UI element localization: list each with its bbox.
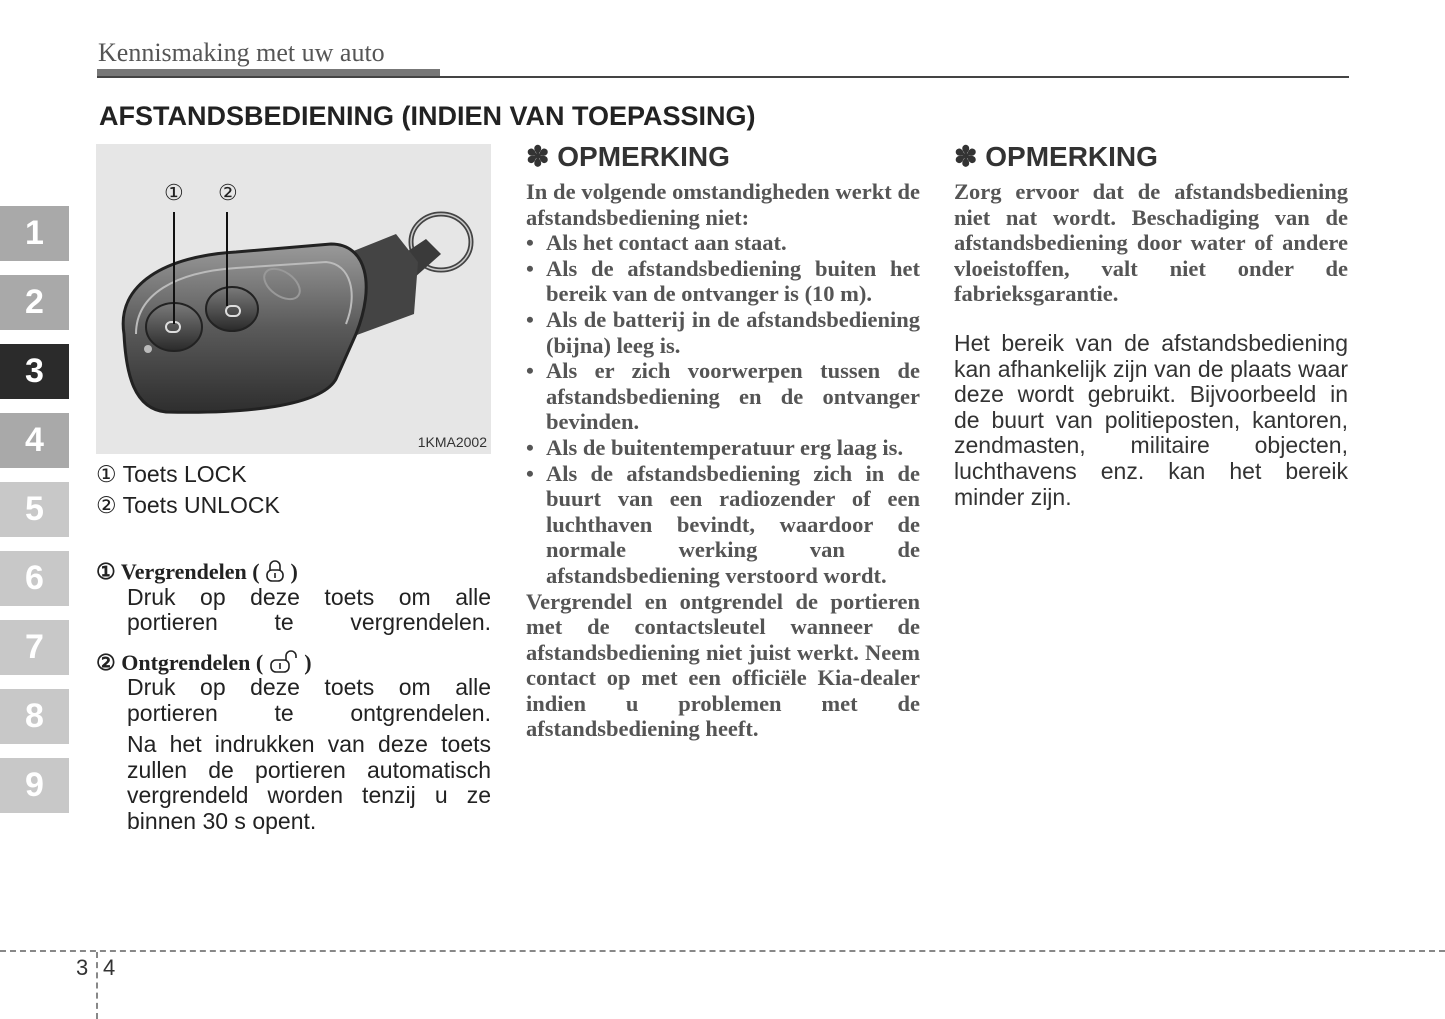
bullet-text: Als de buitentemperatuur erg laag is. <box>546 434 904 460</box>
chapter-tab-6[interactable]: 6 <box>0 551 69 606</box>
chapter-tab-5[interactable]: 5 <box>0 482 69 537</box>
lock-icon <box>265 560 285 582</box>
key-fob-illustration <box>96 144 491 454</box>
list-item: • Als er zich voorwerpen tussen de afstandsbediening en de ontvanger bevinden. <box>526 358 920 435</box>
chapter-tab-1[interactable]: 1 <box>0 206 69 261</box>
note-1-bullets <box>526 230 920 588</box>
column-1-text <box>96 462 491 834</box>
footer-rule <box>0 950 1445 952</box>
item-unlock-extra: Na het indrukken van deze toets zullen de portieren automatisch vergrendeld worden tenzij u ze binnen 30 s opent. <box>127 731 491 834</box>
chapter-tab-2[interactable]: 2 <box>0 275 69 330</box>
bullet-text: Als de batterij in de afstandsbediening (bijna) leeg is. <box>546 306 920 358</box>
legend-unlock: ② Toets UNLOCK <box>96 491 280 518</box>
page-number-chapter: 3 <box>76 955 89 980</box>
callout-2: ② <box>218 180 238 205</box>
chapter-tab-4[interactable]: 4 <box>0 413 69 468</box>
note-2 <box>954 140 1348 510</box>
legend-lock: ① Toets LOCK <box>96 461 247 487</box>
note-2-title: ✽ OPMERKING <box>954 141 1158 172</box>
note-1-closing: Vergrendel en ontgrendel de portieren met de contactsleutel wanneer de afstandsbediening niet juist werkt. Neem contact op met een officiële Kia-dealer indien u problemen met de afstandsbediening heeft. <box>526 588 920 742</box>
item-unlock-number: ② <box>96 649 116 675</box>
note-2-text: Zorg ervoor dat de afstandsbediening niet nat wordt. Beschadiging van de afstandsbediening door water of andere vloeistoffen, valt niet onder de fabrieksgarantie. <box>954 179 1348 307</box>
unlock-icon <box>269 650 299 674</box>
note-1-intro: In de volgende omstandigheden werkt de afstandsbediening niet: <box>526 179 920 230</box>
item-lock-heading: Vergrendelen ( <box>120 559 260 584</box>
chapter-tabs <box>0 206 69 827</box>
item-unlock <box>96 650 491 835</box>
item-lock <box>96 559 491 636</box>
list-item: • Als de afstandsbediening buiten het bereik van de ontvanger is (10 m). <box>526 255 920 307</box>
header-rule <box>97 76 1349 78</box>
item-unlock-heading-end: ) <box>304 649 312 675</box>
list-item: • Als de buitentemperatuur erg laag is. <box>526 435 920 461</box>
list-item: • Als het contact aan staat. <box>526 230 920 256</box>
page-number: 4 <box>103 955 116 980</box>
item-lock-text: Druk op deze toets om alle portieren te vergrendelen. <box>127 583 491 635</box>
section-title: AFSTANDSBEDIENING (INDIEN VAN TOEPASSING) <box>99 101 756 131</box>
note-1 <box>526 140 920 742</box>
body-text: Het bereik van de afstandsbediening kan afhankelijk zijn van de plaats waar deze wordt gebruikt. Bijvoorbeeld in de buurt van politieposten, kantoren, zendmasten, militaire objecten, luchthavens enz. kan het bereik minder zijn. <box>954 329 1348 510</box>
list-item: • Als de afstandsbediening zich in de buurt van een radiozender of een luchthaven bevindt, waardoor de normale werking van de afstandsbediening verstoord wordt. <box>526 460 920 588</box>
bullet-text: Als er zich voorwerpen tussen de afstandsbediening en de ontvanger bevinden. <box>546 358 920 435</box>
item-unlock-text: Druk op deze toets om alle portieren te ontgrendelen. <box>127 674 491 726</box>
item-lock-number: ① <box>96 559 116 584</box>
item-lock-heading-end: ) <box>290 559 298 584</box>
list-item: • Als de batterij in de afstandsbediening (bijna) leeg is. <box>526 306 920 358</box>
bullet-text: Als de afstandsbediening zich in de buurt van een radiozender of een luchthaven bevindt, waardoor de normale werking van de afstandsbediening verstoord wordt. <box>546 460 920 588</box>
header-title: Kennismaking met uw auto <box>98 38 385 67</box>
chapter-tab-8[interactable]: 8 <box>0 689 69 744</box>
key-fob-figure <box>96 144 491 454</box>
item-unlock-heading: Ontgrendelen ( <box>121 649 264 675</box>
chapter-tab-7[interactable]: 7 <box>0 620 69 675</box>
bullet-text: Als het contact aan staat. <box>546 230 787 256</box>
bullet-text: Als de afstandsbediening buiten het bereik van de ontvanger is (10 m). <box>546 255 920 307</box>
footer-divider <box>96 952 98 1019</box>
chapter-tab-3[interactable]: 3 <box>0 344 69 399</box>
callout-1: ① <box>164 180 184 205</box>
chapter-tab-9[interactable]: 9 <box>0 758 69 813</box>
figure-label: 1KMA2002 <box>417 434 487 450</box>
note-1-title: ✽ OPMERKING <box>526 141 730 172</box>
